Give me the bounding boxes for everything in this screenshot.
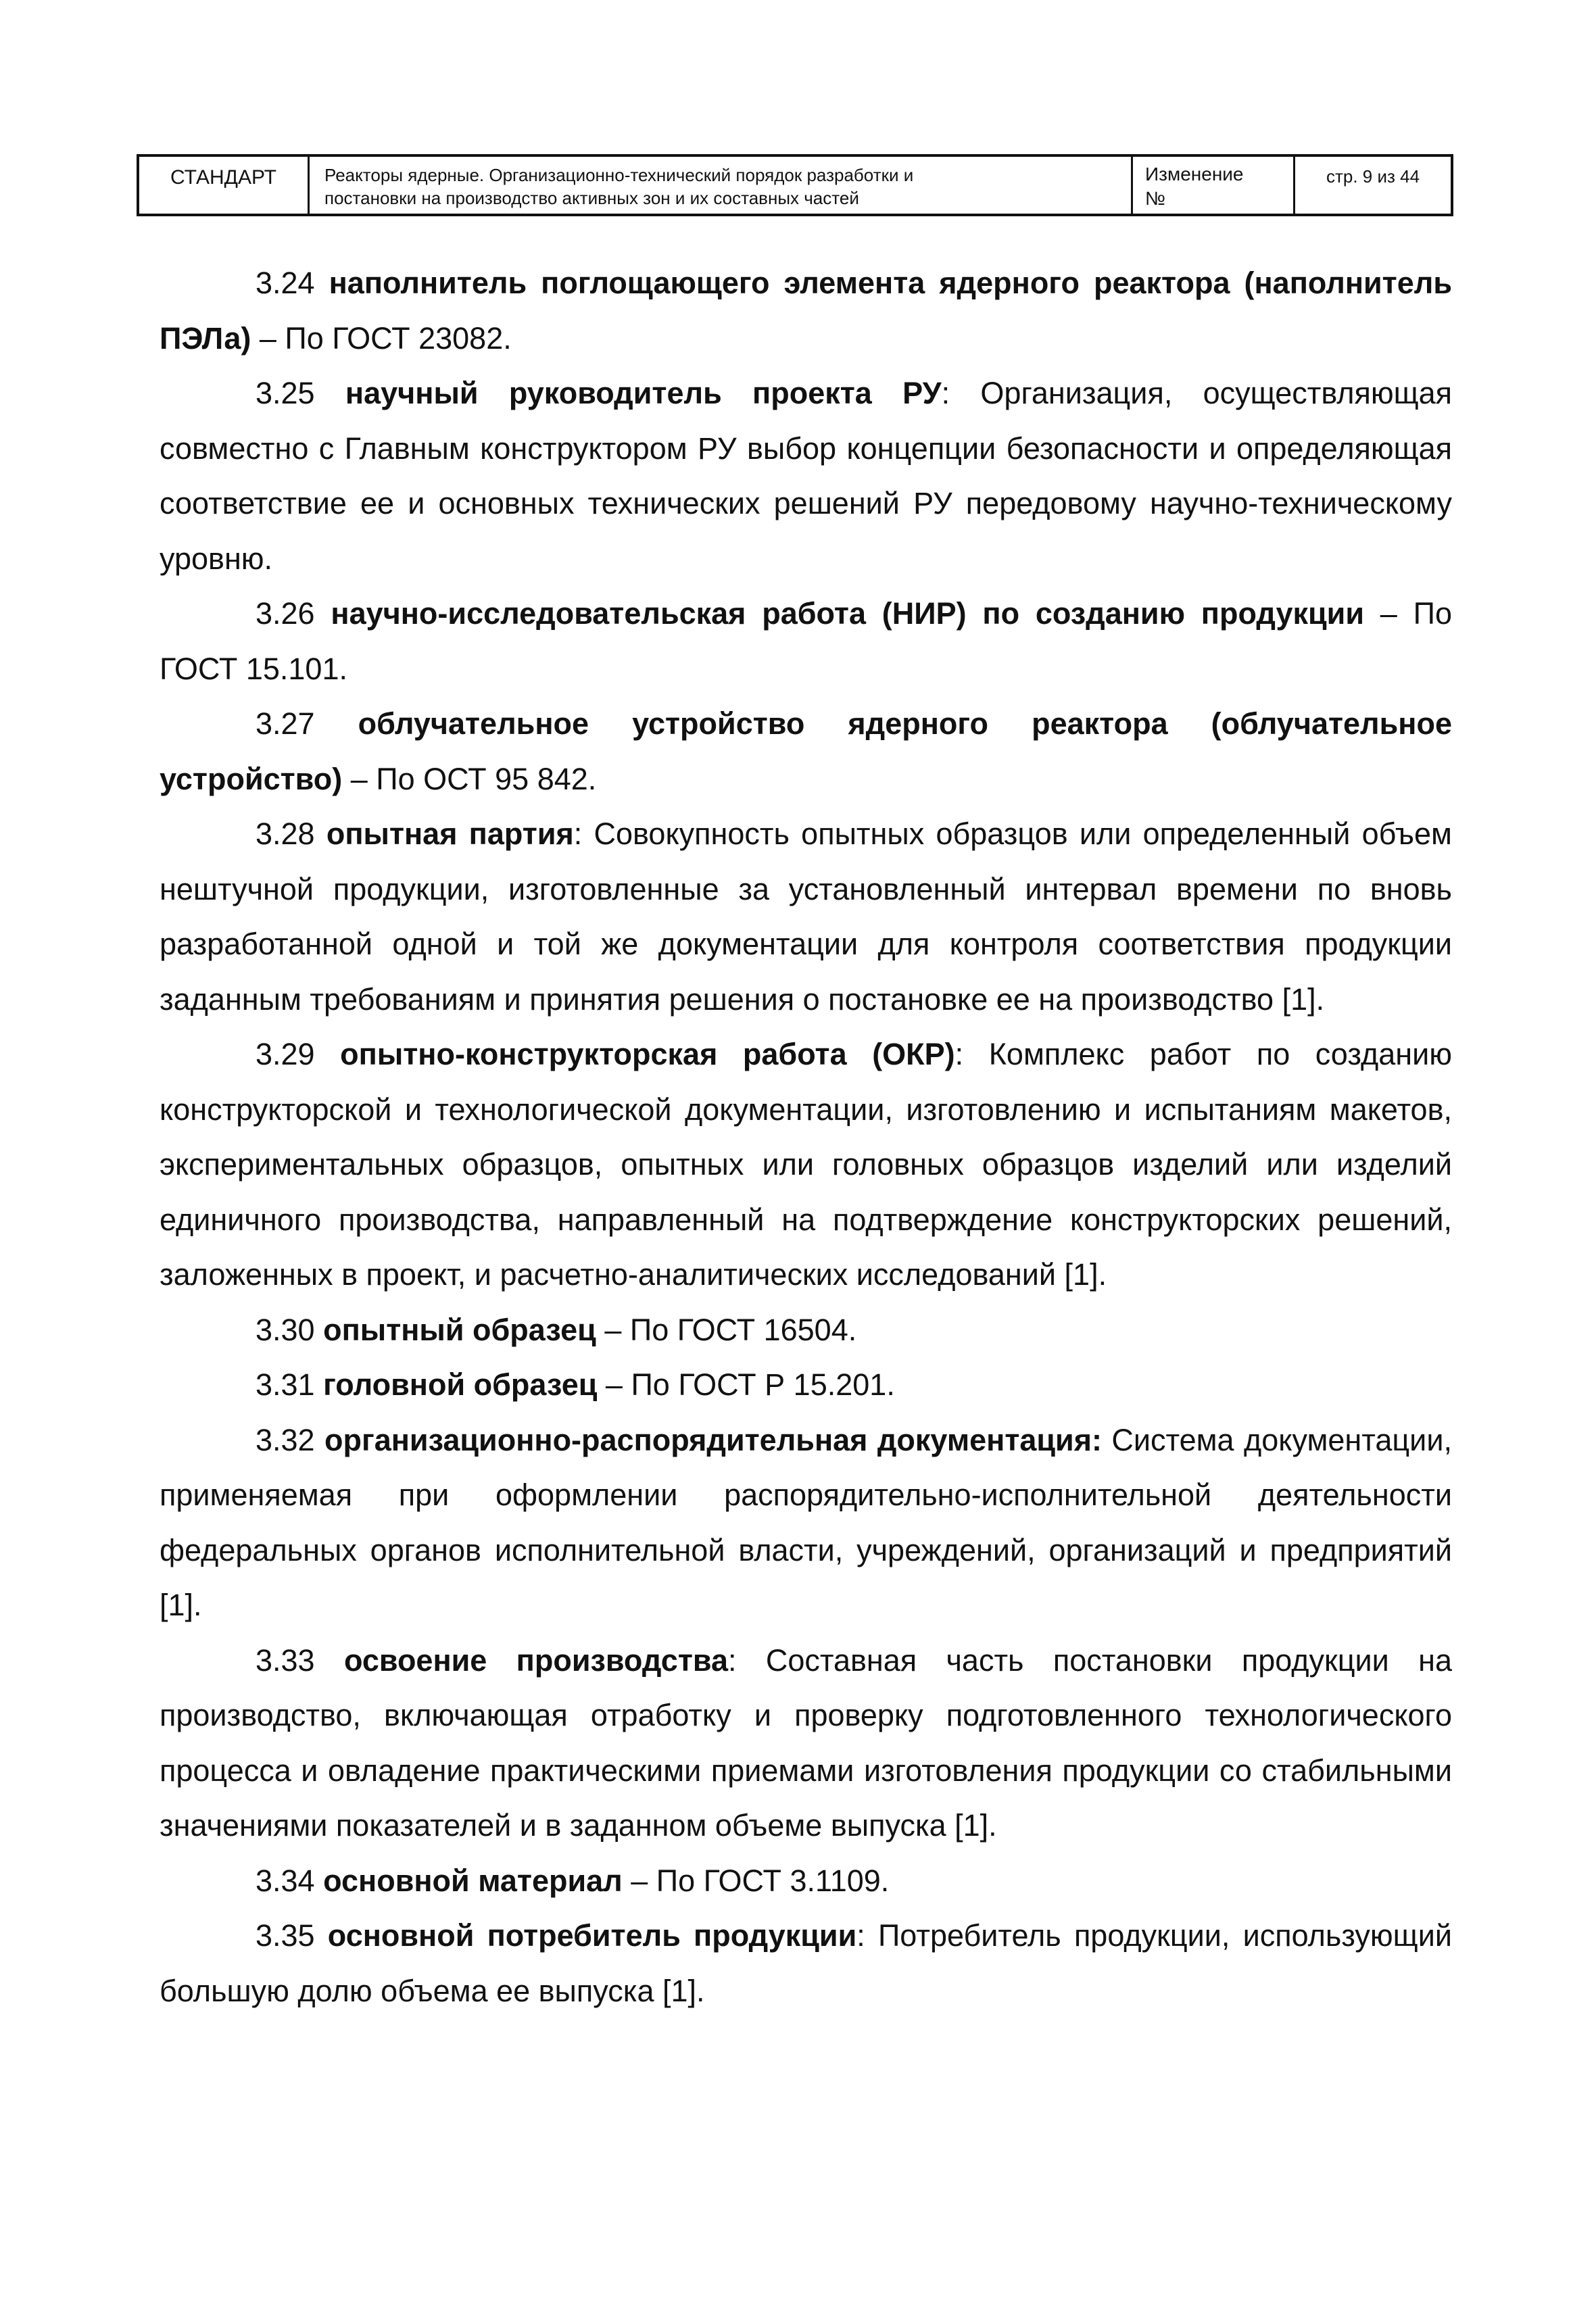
entry-number: 3.30 [256,1312,315,1347]
entry-term: организационно-распорядительная документация: [324,1422,1102,1457]
entry-text: Система документации, применяемая при оформлении распорядительно-исполнительной деятельности федеральных органов исполнительной власти, учреждений, организаций и предприятий [1]. [160,1422,1452,1622]
entry-number: 3.34 [256,1863,315,1898]
entry-number: 3.24 [256,266,315,300]
entry-3-28 [160,806,1452,1027]
entry-3-27 [160,696,1452,806]
change-label: Изменение [1145,164,1244,185]
title-line-1: Реакторы ядерные. Организационно-технический порядок разработки и [324,165,914,185]
entry-text: : Комплекс работ по созданию конструкторской и технологической документации, изготовлению и испытаниям макетов, экспериментальных образцов, опытных или головных образцов изделий или изделий единичного производства, направленный на подтверждение конструкторских решений, заложенных в проект, и расчетно-аналитических исследований [1]. [160,1037,1452,1292]
entry-text: – По ОСТ 95 842. [342,761,597,796]
entry-term: головной образец [323,1367,598,1402]
entry-number: 3.32 [256,1422,315,1457]
entry-number: 3.35 [256,1918,315,1953]
entry-term: научный руководитель проекта РУ [345,376,942,410]
entry-number: 3.29 [256,1037,315,1071]
entry-number: 3.25 [256,376,315,410]
entry-3-31 [160,1357,1452,1413]
entry-3-32 [160,1413,1452,1633]
entry-3-35 [160,1908,1452,2018]
entry-term: опытная партия [326,817,574,851]
entry-term: опытно-конструкторская работа (ОКР) [340,1037,955,1071]
entry-text: – По ГОСТ 15.101. [160,596,1452,686]
page-number: стр. 9 из 44 [1326,166,1420,187]
standard-label: СТАНДАРТ [139,157,310,214]
entry-number: 3.31 [256,1367,315,1402]
entry-3-24 [160,255,1452,366]
entry-term: освоение производства [343,1642,728,1678]
entry-3-33 [160,1633,1452,1853]
entry-term: опытный образец [323,1312,596,1347]
entry-term: научно-исследовательская работа (НИР) по созданию продукции [331,596,1365,631]
entry-term: основной потребитель продукции [327,1918,857,1953]
entry-3-26 [160,586,1452,696]
entry-term: облучательное устройство ядерного реактора (облучательное устройство) [160,706,1452,796]
entry-text: – По ГОСТ 23082. [251,320,512,356]
entry-number: 3.27 [256,706,315,741]
entry-3-29 [160,1027,1452,1302]
entry-3-34 [160,1853,1452,1909]
document-body [160,255,1452,2018]
entry-number: 3.26 [256,596,315,631]
document-title [310,157,1133,214]
entry-term: основной материал [323,1863,623,1898]
entry-3-30 [160,1302,1452,1358]
entry-term: наполнитель поглощающего элемента ядерного реактора (наполнитель ПЭЛа) [160,266,1452,356]
entry-text: : Составная часть постановки продукции на производство, включающая отработку и проверку подготовленного технологического процесса и овладение практическими приемами изготовления продукции со стабильными значениями показателей и в заданном объеме выпуска [1]. [160,1642,1452,1843]
change-number: № [1145,188,1166,209]
entry-number: 3.33 [256,1642,315,1678]
title-line-2: постановки на производство активных зон и их составных частей [324,188,859,208]
entry-text: – По ГОСТ Р 15.201. [597,1367,895,1402]
document-header [137,154,1453,216]
entry-text: : Потребитель продукции, использующий большую долю объема ее выпуска [1]. [160,1918,1452,2008]
entry-text: : Совокупность опытных образцов или определенный объем нештучной продукции, изготовленные за установленный интервал времени по вновь разработанной одной и той же документации для контроля соответствия продукции заданным требованиям и принятия решения о постановке ее на производство [1]. [160,817,1452,1017]
change-cell [1133,157,1295,214]
entry-text: – По ГОСТ 16504. [596,1312,857,1347]
entry-3-25 [160,366,1452,586]
entry-text: : Организация, осуществляющая совместно с Главным конструктором РУ выбор концепции безопасности и определяющая соответствие ее и основных технических решений РУ передовому научно-техническому уровню. [160,376,1452,576]
entry-number: 3.28 [256,817,315,851]
entry-text: – По ГОСТ 3.1109. [622,1863,890,1898]
